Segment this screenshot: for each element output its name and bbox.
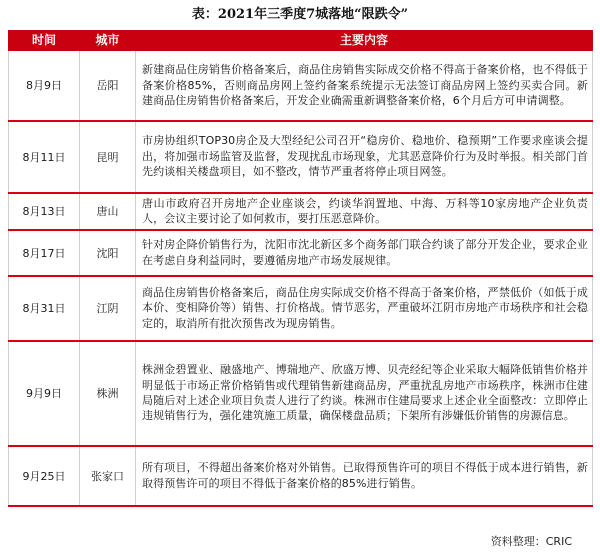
row-city: 昆明 bbox=[80, 121, 136, 193]
table-row bbox=[9, 193, 593, 230]
header-city: 城市 bbox=[80, 31, 136, 51]
table-row bbox=[9, 230, 593, 276]
table-row bbox=[9, 121, 593, 193]
table-row bbox=[9, 276, 593, 341]
row-city: 沈阳 bbox=[80, 230, 136, 276]
table-row bbox=[9, 341, 593, 446]
row-date: 8月17日 bbox=[9, 230, 80, 276]
row-content: 商品住房销售价格备案后，商品住房实际成交价格不得高于备案价格，严禁低价（如低于成本价、变相降价等）销售、打价格战。情节恶劣，严重破坏江阴市房地产市场秩序和社会稳定的，取消所有批次预售改为现房销售。 bbox=[136, 276, 593, 341]
table-row bbox=[9, 51, 593, 121]
row-city: 江阴 bbox=[80, 276, 136, 341]
row-date: 8月9日 bbox=[9, 51, 80, 121]
row-content: 唐山市政府召开房地产企业座谈会，约谈华润置地、中海、万科等10家房地产企业负责人，会议主要讨论了如何救市，要打压恶意降价。 bbox=[136, 193, 593, 230]
row-date: 8月11日 bbox=[9, 121, 80, 193]
policy-table-container bbox=[8, 30, 592, 507]
row-date: 8月31日 bbox=[9, 276, 80, 341]
table-row bbox=[9, 446, 593, 506]
header-content: 主要内容 bbox=[136, 31, 593, 51]
row-city: 张家口 bbox=[80, 446, 136, 506]
row-content: 新建商品住房销售价格备案后，商品住房销售实际成交价格不得高于备案价格，也不得低于备案价格85%，否则商品房网上签约备案系统提示无法签订商品房网上签约买卖合同。新建商品住房销售价格备案后，开发企业确需重新调整备案价格，6个月后方可申请调整。 bbox=[136, 51, 593, 121]
row-date: 8月13日 bbox=[9, 193, 80, 230]
row-date: 9月25日 bbox=[9, 446, 80, 506]
table-header-row bbox=[9, 31, 593, 51]
header-time: 时间 bbox=[9, 31, 80, 51]
page-title: 表：2021年三季度7城落地“限跌令” bbox=[191, 7, 409, 22]
row-city: 株洲 bbox=[80, 341, 136, 446]
row-content: 所有项目，不得超出备案价格对外销售。已取得预售许可的项目不得低于成本进行销售，新取得预售许可的项目不得低于备案价格的85%进行销售。 bbox=[136, 446, 593, 506]
policy-table bbox=[8, 30, 593, 507]
row-content: 针对房企降价销售行为，沈阳市沈北新区多个商务部门联合约谈了部分开发企业，要求企业在考虑自身利益同时，要遵循房地产市场发展规律。 bbox=[136, 230, 593, 276]
source-note: 资料整理：CRIC bbox=[490, 535, 572, 548]
row-date: 9月9日 bbox=[9, 341, 80, 446]
row-city: 岳阳 bbox=[80, 51, 136, 121]
row-content: 株洲金碧置业、融盛地产、博瑞地产、欣盛万博、贝壳经纪等企业采取大幅降低销售价格并明显低于市场正常价格销售或代理销售新建商品房，严重扰乱房地产市场秩序，株洲市住建局随后对上述企业项目负责人进行了约谈。株洲市住建局要求上述企业全面整改：立即停止违规销售行为，强化建筑施工质量，确保楼盘品质；下架所有涉嫌低价销售的房源信息。 bbox=[136, 341, 593, 446]
row-content: 市房协组织TOP30房企及大型经纪公司召开“稳房价、稳地价、稳预期”工作要求座谈会提出，将加强市场监管及监督，发现扰乱市场现象，尤其恶意降价行为及时举报。相关部门首先约谈相关楼盘项目，如不整改，情节严重者将停止项目网签。 bbox=[136, 121, 593, 193]
row-city: 唐山 bbox=[80, 193, 136, 230]
